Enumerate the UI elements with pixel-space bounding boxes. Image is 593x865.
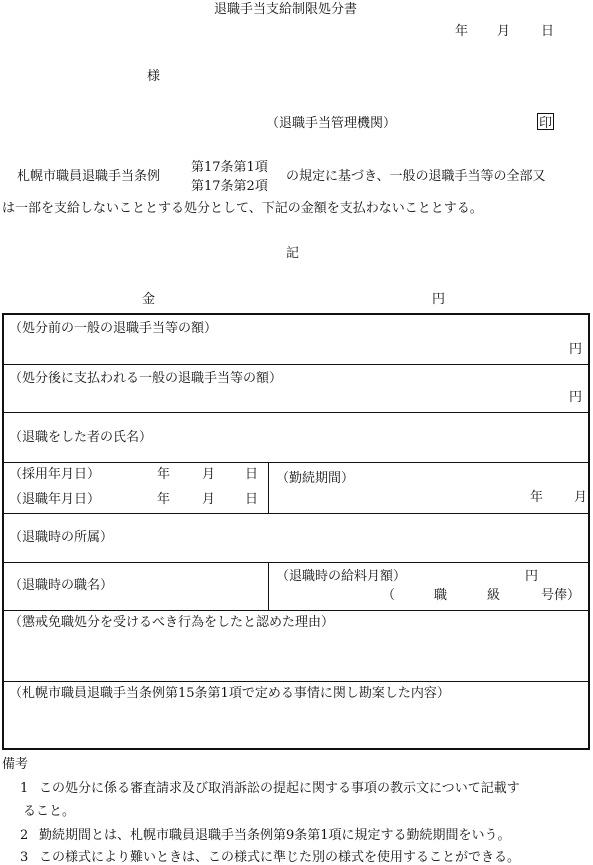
row-divider <box>4 412 588 413</box>
authority-label: （退職手当管理機関） <box>266 116 397 131</box>
note-3-number: 3 <box>20 850 29 865</box>
row-divider <box>4 562 588 563</box>
note-1-line1: この処分に係る審査請求及び取消訴訟の提起に関する事項の教示文について記載す <box>39 781 520 796</box>
notes-heading: 備考 <box>2 757 29 772</box>
article-option-2: 第17条第2項 <box>191 179 268 194</box>
retire-day: 日 <box>245 492 259 507</box>
grade-open: （ <box>382 588 396 603</box>
retire-month: 月 <box>202 492 216 507</box>
salary-unit: 円 <box>525 569 539 584</box>
job-title-label: （退職時の職名） <box>9 578 114 593</box>
reason-label: （懲戒免職処分を受けるべき行為をしたと認めた理由） <box>9 615 335 630</box>
note-3-text: この様式により難いときは、この様式に準じた別の様式を使用することができる。 <box>39 850 521 865</box>
hire-year: 年 <box>157 467 171 482</box>
hire-date-label: （採用年月日） <box>9 467 101 482</box>
hire-month: 月 <box>202 467 216 482</box>
post-amount-label: （処分後に支払われる一般の退職手当等の額） <box>9 371 283 386</box>
pre-amount-unit: 円 <box>569 342 583 357</box>
row-divider <box>4 462 588 463</box>
row-divider <box>4 610 588 611</box>
date-month-label: 月 <box>497 24 511 39</box>
hire-day: 日 <box>245 467 259 482</box>
row-divider <box>4 513 588 514</box>
grade-gouhou: 号俸） <box>541 588 581 603</box>
column-divider <box>268 562 269 610</box>
grade-shoku: 職 <box>434 588 448 603</box>
note-1-line2: ること。 <box>23 804 76 819</box>
pre-amount-label: （処分前の一般の退職手当等の額） <box>9 321 218 336</box>
amount-label: 金 <box>142 292 156 307</box>
service-year-unit: 年 <box>530 490 544 505</box>
department-label: （退職時の所属） <box>9 530 114 545</box>
seal-mark: 印 <box>537 113 554 130</box>
date-year-label: 年 <box>455 24 469 39</box>
column-divider <box>268 462 269 513</box>
retire-date-label: （退職年月日） <box>9 492 101 507</box>
consideration-label: （札幌市職員退職手当条例第15条第1項で定める事情に関し勘案した内容） <box>9 686 450 701</box>
grade-kyu: 級 <box>487 588 501 603</box>
ki-label: 記 <box>286 246 300 261</box>
body-line2: は一部を支給しないこととする処分として、下記の金額を支払わないこととする。 <box>2 201 483 216</box>
note-2-number: 2 <box>20 828 29 843</box>
note-1-number: 1 <box>20 781 29 796</box>
form-table <box>2 313 590 750</box>
addressee-suffix: 様 <box>147 69 161 84</box>
name-label: （退職をした者の氏名） <box>9 430 153 445</box>
ordinance-name: 札幌市職員退職手当条例 <box>17 169 161 184</box>
row-divider <box>4 681 588 682</box>
date-day-label: 日 <box>541 24 555 39</box>
body-line1-rest: の規定に基づき、一般の退職手当等の全部又 <box>286 169 546 184</box>
salary-label: （退職時の給料月額） <box>276 569 407 584</box>
document-title: 退職手当支給制限処分書 <box>214 2 358 17</box>
service-period-label: （勤続期間） <box>276 471 355 486</box>
row-divider <box>4 364 588 365</box>
retire-year: 年 <box>157 492 171 507</box>
article-option-1: 第17条第1項 <box>191 160 268 175</box>
service-month-unit: 月 <box>574 490 588 505</box>
note-2-text: 勤続期間とは、札幌市職員退職手当条例第9条第1項に規定する勤続期間をいう。 <box>39 828 511 843</box>
post-amount-unit: 円 <box>569 390 583 405</box>
amount-unit: 円 <box>432 292 446 307</box>
